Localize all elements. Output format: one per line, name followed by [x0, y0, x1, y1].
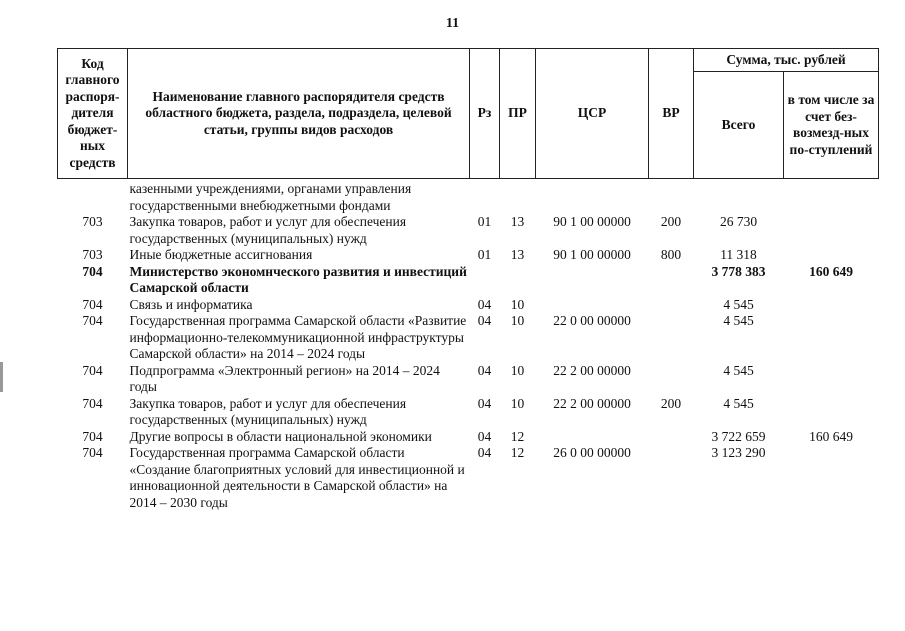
table-row: [58, 396, 879, 429]
csr-cell: 22 2 00 00000: [553, 395, 631, 411]
code-cell: [58, 179, 128, 215]
header-vr: ВР: [649, 49, 694, 179]
total-cell: 3 722 659: [711, 428, 766, 444]
name-cell: казенными учреждениями, органами управления государственными внебюджетными фондами: [129, 181, 412, 213]
grants-cell: [784, 247, 879, 264]
vr-cell: [649, 445, 694, 511]
table-row: [58, 297, 879, 314]
csr-cell: [536, 179, 649, 215]
csr-cell: [536, 429, 649, 446]
pr-cell: 13: [510, 247, 525, 262]
name-cell: Закупка товаров, работ и услуг для обеспечения государственных (муниципальных) нужд: [129, 395, 407, 427]
name-cell: Министерство экономнческого развития и инвестиций Самарской области: [129, 263, 467, 295]
table-row: [58, 363, 879, 396]
pr-cell: [500, 179, 536, 215]
header-sum: Сумма, тыс. рублей: [694, 49, 879, 72]
total-cell: 4 545: [723, 313, 754, 328]
table-body: [58, 179, 879, 512]
grants-cell: [784, 214, 879, 247]
rz-cell: 04: [477, 362, 492, 378]
header-total: Всего: [694, 72, 784, 179]
csr-cell: 90 1 00 00000: [553, 214, 631, 229]
pr-cell: 12: [510, 445, 525, 460]
header-name: Наименование главного распорядителя средств областного бюджета, раздела, подраздела, целевой статьи, группы видов расходов: [128, 49, 470, 179]
name-cell: Подпрограмма «Электронный регион» на 2014 – 2024 годы: [129, 362, 440, 394]
grants-cell: [784, 179, 879, 215]
total-cell: 3 123 290: [711, 445, 766, 460]
total-cell: 11 318: [720, 247, 757, 262]
code-cell: 704: [82, 313, 103, 328]
csr-cell: 22 2 00 00000: [553, 362, 631, 378]
budget-table: [57, 48, 879, 511]
pr-cell: 10: [510, 313, 525, 328]
table-row: [58, 429, 879, 446]
rz-cell: 01: [477, 214, 492, 229]
rz-cell: 04: [477, 395, 492, 411]
header-rz: Рз: [470, 49, 500, 179]
vr-cell: [649, 297, 694, 314]
rz-cell: 01: [477, 247, 492, 262]
table-row: [58, 179, 879, 215]
name-cell: Связь и информатика: [129, 296, 253, 312]
rz-cell: 04: [477, 313, 492, 328]
table-row: [58, 445, 879, 511]
page-number: 11: [445, 16, 460, 31]
rz-cell: [470, 264, 500, 297]
code-cell: 704: [82, 395, 103, 411]
grants-cell: [784, 396, 879, 429]
grants-cell: [784, 313, 879, 363]
grants-cell: [784, 297, 879, 314]
csr-cell: [536, 264, 649, 297]
vr-cell: [649, 313, 694, 363]
pr-cell: 13: [510, 214, 525, 229]
code-cell: 704: [82, 428, 103, 444]
csr-cell: 26 0 00 00000: [553, 445, 631, 460]
grants-cell: 160 649: [809, 263, 853, 279]
name-cell: Закупка товаров, работ и услуг для обеспечения государственных (муниципальных) нужд: [129, 214, 407, 246]
header-grants: в том числе за счет без-возмезд-ных по-ступлений: [784, 72, 879, 179]
name-cell: Иные бюджетные ассигнования: [129, 247, 313, 262]
table-header: [58, 49, 879, 179]
name-cell: Другие вопросы в области национальной экономики: [129, 428, 432, 444]
vr-cell: [649, 363, 694, 396]
vr-cell: 200: [660, 395, 682, 411]
table-row: [58, 313, 879, 363]
code-cell: 704: [82, 362, 103, 378]
code-cell: 703: [82, 247, 103, 262]
name-cell: Государственная программа Самарской области «Развитие информационно-телекоммуникационной инфраструктуры Самарской области» на 2014 – 2024 годы: [129, 313, 467, 361]
csr-cell: [536, 297, 649, 314]
name-cell: Государственная программа Самарской области «Создание благоприятных условий для инвестиционной и инновационной деятельности в Самарской области» на 2014 – 2030 годы: [129, 445, 465, 510]
csr-cell: 90 1 00 00000: [553, 247, 631, 262]
rz-cell: 04: [477, 428, 492, 444]
code-cell: 704: [82, 296, 103, 312]
vr-cell: 800: [660, 247, 682, 262]
table-row: [58, 247, 879, 264]
total-cell: [694, 179, 784, 215]
total-cell: 4 545: [723, 362, 754, 378]
scan-artifact: [0, 362, 3, 392]
pr-cell: [500, 264, 536, 297]
total-cell: 4 545: [723, 296, 754, 312]
pr-cell: 10: [510, 296, 525, 312]
grants-cell: [784, 363, 879, 396]
pr-cell: 12: [510, 428, 525, 444]
total-cell: 4 545: [723, 395, 754, 411]
rz-cell: 04: [477, 445, 492, 460]
vr-cell: [649, 264, 694, 297]
pr-cell: 10: [510, 395, 525, 411]
grants-cell: 160 649: [809, 428, 853, 444]
csr-cell: 22 0 00 00000: [553, 313, 631, 328]
header-csr: ЦСР: [536, 49, 649, 179]
rz-cell: [470, 179, 500, 215]
header-pr: ПР: [500, 49, 536, 179]
code-cell: 704: [82, 263, 103, 279]
total-cell: 3 778 383: [711, 263, 766, 279]
grants-cell: [784, 445, 879, 511]
code-cell: 703: [82, 214, 103, 229]
vr-cell: [649, 429, 694, 446]
vr-cell: [649, 179, 694, 215]
total-cell: 26 730: [719, 214, 758, 229]
vr-cell: 200: [660, 214, 682, 229]
pr-cell: 10: [510, 362, 525, 378]
table-row: [58, 214, 879, 247]
code-cell: 704: [82, 445, 103, 460]
table-row: [58, 264, 879, 297]
header-code: Код главного распоря-дителя бюджет-ных средств: [58, 49, 128, 179]
rz-cell: 04: [477, 296, 492, 312]
